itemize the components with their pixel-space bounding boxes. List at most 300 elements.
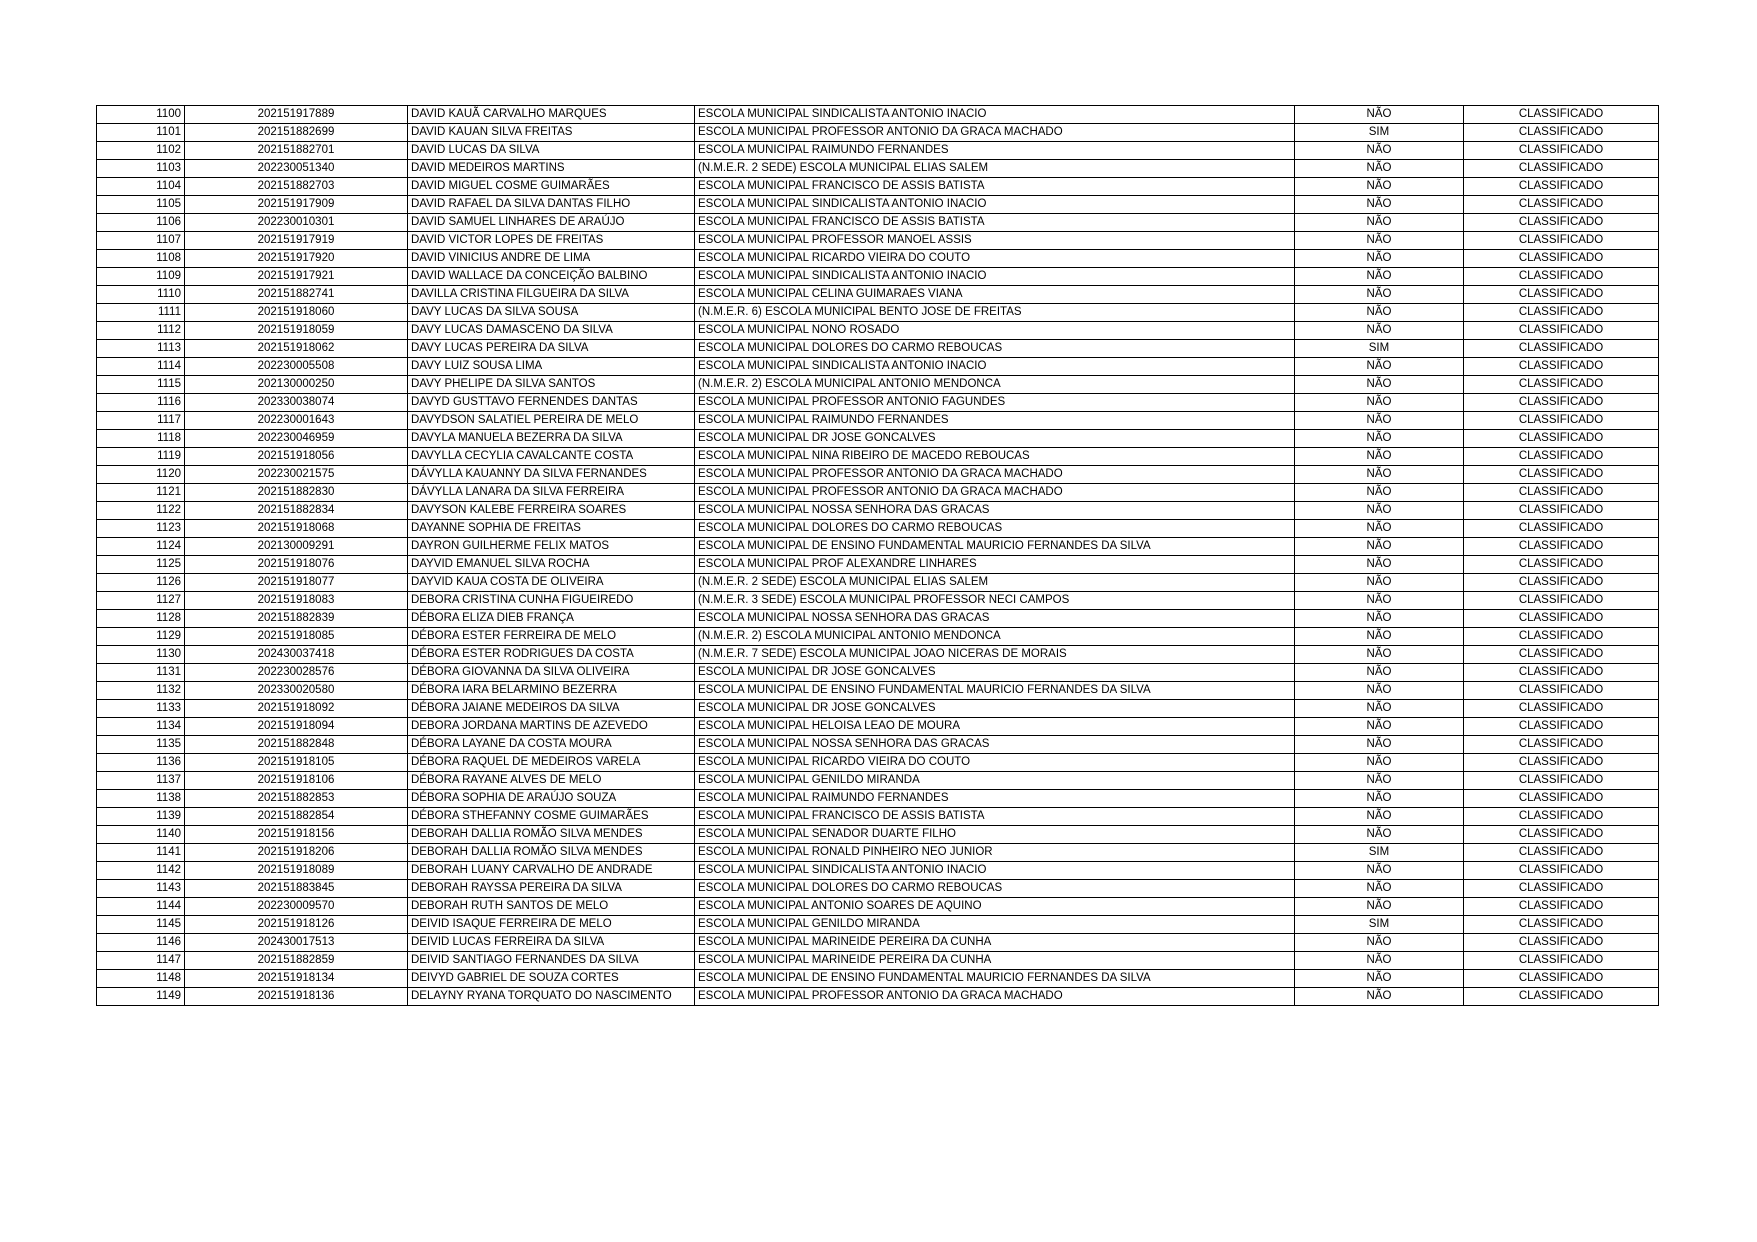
cell-nome: DAVID WALLACE DA CONCEIÇÃO BALBINO [408, 268, 695, 286]
cell-cota: NÃO [1295, 214, 1464, 232]
cell-nome: DAVY LUCAS DAMASCENO DA SILVA [408, 322, 695, 340]
cell-escola: ESCOLA MUNICIPAL DE ENSINO FUNDAMENTAL MAURICIO FERNANDES DA SILVA [695, 538, 1295, 556]
cell-cota: NÃO [1295, 556, 1464, 574]
cell-inscricao: 202151917920 [185, 250, 408, 268]
cell-cota: NÃO [1295, 754, 1464, 772]
cell-sequence: 1112 [97, 322, 185, 340]
table-row [97, 160, 1659, 178]
cell-nome: DAVID SAMUEL LINHARES DE ARAÚJO [408, 214, 695, 232]
cell-situacao: CLASSIFICADO [1464, 610, 1659, 628]
cell-inscricao: 202151918106 [185, 772, 408, 790]
cell-cota: NÃO [1295, 952, 1464, 970]
cell-situacao: CLASSIFICADO [1464, 448, 1659, 466]
cell-cota: NÃO [1295, 160, 1464, 178]
cell-escola: (N.M.E.R. 6) ESCOLA MUNICIPAL BENTO JOSE DE FREITAS [695, 304, 1295, 322]
table-row [97, 610, 1659, 628]
cell-inscricao: 202151918206 [185, 844, 408, 862]
cell-cota: NÃO [1295, 412, 1464, 430]
cell-nome: DÁVYLLA LANARA DA SILVA FERREIRA [408, 484, 695, 502]
cell-cota: NÃO [1295, 862, 1464, 880]
cell-nome: DAVID KAUAN SILVA FREITAS [408, 124, 695, 142]
cell-inscricao: 202151918068 [185, 520, 408, 538]
cell-escola: ESCOLA MUNICIPAL RAIMUNDO FERNANDES [695, 412, 1295, 430]
cell-escola: (N.M.E.R. 2 SEDE) ESCOLA MUNICIPAL ELIAS SALEM [695, 574, 1295, 592]
cell-inscricao: 202130009291 [185, 538, 408, 556]
cell-sequence: 1135 [97, 736, 185, 754]
cell-inscricao: 202230028576 [185, 664, 408, 682]
cell-situacao: CLASSIFICADO [1464, 952, 1659, 970]
table-row [97, 574, 1659, 592]
cell-sequence: 1111 [97, 304, 185, 322]
cell-nome: DEBORAH RUTH SANTOS DE MELO [408, 898, 695, 916]
table-row [97, 682, 1659, 700]
listing-table-container [96, 105, 1658, 1006]
cell-escola: ESCOLA MUNICIPAL PROFESSOR ANTONIO DA GRACA MACHADO [695, 466, 1295, 484]
cell-sequence: 1131 [97, 664, 185, 682]
cell-escola: ESCOLA MUNICIPAL PROF ALEXANDRE LINHARES [695, 556, 1295, 574]
cell-nome: DAVYLLA CECYLIA CAVALCANTE COSTA [408, 448, 695, 466]
cell-sequence: 1118 [97, 430, 185, 448]
cell-escola: ESCOLA MUNICIPAL SENADOR DUARTE FILHO [695, 826, 1295, 844]
table-row [97, 988, 1659, 1006]
cell-nome: DEIVID ISAQUE FERREIRA DE MELO [408, 916, 695, 934]
cell-cota: SIM [1295, 916, 1464, 934]
table-row [97, 808, 1659, 826]
cell-escola: ESCOLA MUNICIPAL DR JOSE GONCALVES [695, 430, 1295, 448]
cell-escola: ESCOLA MUNICIPAL MARINEIDE PEREIRA DA CUNHA [695, 934, 1295, 952]
cell-nome: DAVID KAUÃ CARVALHO MARQUES [408, 106, 695, 124]
cell-nome: DEIVID LUCAS FERREIRA DA SILVA [408, 934, 695, 952]
cell-escola: ESCOLA MUNICIPAL NOSSA SENHORA DAS GRACAS [695, 736, 1295, 754]
cell-situacao: CLASSIFICADO [1464, 196, 1659, 214]
cell-situacao: CLASSIFICADO [1464, 340, 1659, 358]
cell-nome: DEBORA JORDANA MARTINS DE AZEVEDO [408, 718, 695, 736]
cell-nome: DAVYD GUSTTAVO FERNENDES DANTAS [408, 394, 695, 412]
cell-situacao: CLASSIFICADO [1464, 880, 1659, 898]
cell-situacao: CLASSIFICADO [1464, 430, 1659, 448]
cell-inscricao: 202230051340 [185, 160, 408, 178]
cell-inscricao: 202330038074 [185, 394, 408, 412]
cell-sequence: 1127 [97, 592, 185, 610]
cell-situacao: CLASSIFICADO [1464, 916, 1659, 934]
cell-nome: DAVILLA CRISTINA FILGUEIRA DA SILVA [408, 286, 695, 304]
cell-inscricao: 202230046959 [185, 430, 408, 448]
cell-situacao: CLASSIFICADO [1464, 484, 1659, 502]
cell-nome: DAYVID EMANUEL SILVA ROCHA [408, 556, 695, 574]
cell-situacao: CLASSIFICADO [1464, 232, 1659, 250]
cell-inscricao: 202151882848 [185, 736, 408, 754]
cell-nome: DAVID RAFAEL DA SILVA DANTAS FILHO [408, 196, 695, 214]
cell-sequence: 1104 [97, 178, 185, 196]
cell-situacao: CLASSIFICADO [1464, 394, 1659, 412]
cell-escola: ESCOLA MUNICIPAL DE ENSINO FUNDAMENTAL MAURICIO FERNANDES DA SILVA [695, 682, 1295, 700]
cell-cota: NÃO [1295, 610, 1464, 628]
classification-table [96, 105, 1659, 1006]
cell-inscricao: 202151918059 [185, 322, 408, 340]
table-row [97, 394, 1659, 412]
cell-situacao: CLASSIFICADO [1464, 826, 1659, 844]
cell-situacao: CLASSIFICADO [1464, 682, 1659, 700]
cell-nome: DÉBORA ELIZA DIEB FRANÇA [408, 610, 695, 628]
cell-inscricao: 202330020580 [185, 682, 408, 700]
table-row [97, 952, 1659, 970]
cell-cota: NÃO [1295, 502, 1464, 520]
cell-escola: ESCOLA MUNICIPAL NOSSA SENHORA DAS GRACAS [695, 610, 1295, 628]
cell-inscricao: 202230021575 [185, 466, 408, 484]
cell-sequence: 1125 [97, 556, 185, 574]
cell-cota: NÃO [1295, 232, 1464, 250]
cell-cota: NÃO [1295, 664, 1464, 682]
cell-escola: ESCOLA MUNICIPAL PROFESSOR ANTONIO FAGUNDES [695, 394, 1295, 412]
cell-inscricao: 202151918105 [185, 754, 408, 772]
cell-inscricao: 202151882834 [185, 502, 408, 520]
cell-sequence: 1124 [97, 538, 185, 556]
cell-situacao: CLASSIFICADO [1464, 664, 1659, 682]
cell-sequence: 1138 [97, 790, 185, 808]
table-row [97, 142, 1659, 160]
table-row [97, 592, 1659, 610]
cell-escola: ESCOLA MUNICIPAL DOLORES DO CARMO REBOUCAS [695, 880, 1295, 898]
cell-inscricao: 202151918085 [185, 628, 408, 646]
cell-situacao: CLASSIFICADO [1464, 790, 1659, 808]
cell-escola: ESCOLA MUNICIPAL GENILDO MIRANDA [695, 772, 1295, 790]
cell-nome: DAVID VINICIUS ANDRE DE LIMA [408, 250, 695, 268]
cell-inscricao: 202130000250 [185, 376, 408, 394]
cell-escola: ESCOLA MUNICIPAL RICARDO VIEIRA DO COUTO [695, 754, 1295, 772]
table-row [97, 448, 1659, 466]
cell-cota: NÃO [1295, 178, 1464, 196]
table-row [97, 700, 1659, 718]
cell-sequence: 1110 [97, 286, 185, 304]
cell-sequence: 1141 [97, 844, 185, 862]
cell-sequence: 1106 [97, 214, 185, 232]
cell-escola: (N.M.E.R. 2 SEDE) ESCOLA MUNICIPAL ELIAS SALEM [695, 160, 1295, 178]
cell-nome: DEIVID SANTIAGO FERNANDES DA SILVA [408, 952, 695, 970]
table-row [97, 880, 1659, 898]
cell-sequence: 1136 [97, 754, 185, 772]
cell-nome: DÉBORA ESTER RODRIGUES DA COSTA [408, 646, 695, 664]
cell-cota: NÃO [1295, 268, 1464, 286]
cell-cota: NÃO [1295, 484, 1464, 502]
cell-escola: ESCOLA MUNICIPAL DOLORES DO CARMO REBOUCAS [695, 520, 1295, 538]
cell-inscricao: 202151918126 [185, 916, 408, 934]
cell-escola: ESCOLA MUNICIPAL SINDICALISTA ANTONIO INACIO [695, 862, 1295, 880]
cell-sequence: 1103 [97, 160, 185, 178]
cell-inscricao: 202151918136 [185, 988, 408, 1006]
cell-cota: NÃO [1295, 826, 1464, 844]
cell-nome: DÉBORA ESTER FERREIRA DE MELO [408, 628, 695, 646]
cell-cota: NÃO [1295, 700, 1464, 718]
cell-sequence: 1116 [97, 394, 185, 412]
table-row [97, 520, 1659, 538]
cell-situacao: CLASSIFICADO [1464, 862, 1659, 880]
table-row [97, 124, 1659, 142]
cell-escola: ESCOLA MUNICIPAL PROFESSOR ANTONIO DA GRACA MACHADO [695, 124, 1295, 142]
cell-inscricao: 202230009570 [185, 898, 408, 916]
cell-situacao: CLASSIFICADO [1464, 106, 1659, 124]
cell-sequence: 1121 [97, 484, 185, 502]
cell-situacao: CLASSIFICADO [1464, 592, 1659, 610]
cell-escola: (N.M.E.R. 3 SEDE) ESCOLA MUNICIPAL PROFESSOR NECI CAMPOS [695, 592, 1295, 610]
cell-cota: NÃO [1295, 250, 1464, 268]
cell-situacao: CLASSIFICADO [1464, 466, 1659, 484]
cell-escola: ESCOLA MUNICIPAL GENILDO MIRANDA [695, 916, 1295, 934]
cell-inscricao: 202151882741 [185, 286, 408, 304]
cell-inscricao: 202151917921 [185, 268, 408, 286]
cell-sequence: 1100 [97, 106, 185, 124]
cell-nome: DEBORA CRISTINA CUNHA FIGUEIREDO [408, 592, 695, 610]
cell-situacao: CLASSIFICADO [1464, 646, 1659, 664]
cell-cota: SIM [1295, 844, 1464, 862]
table-body [97, 106, 1659, 1006]
cell-sequence: 1130 [97, 646, 185, 664]
cell-sequence: 1119 [97, 448, 185, 466]
cell-sequence: 1122 [97, 502, 185, 520]
cell-inscricao: 202151883845 [185, 880, 408, 898]
table-row [97, 484, 1659, 502]
cell-situacao: CLASSIFICADO [1464, 286, 1659, 304]
cell-inscricao: 202230005508 [185, 358, 408, 376]
table-row [97, 772, 1659, 790]
cell-nome: DÉBORA JAIANE MEDEIROS DA SILVA [408, 700, 695, 718]
table-row [97, 826, 1659, 844]
cell-sequence: 1144 [97, 898, 185, 916]
table-row [97, 862, 1659, 880]
cell-inscricao: 202151918134 [185, 970, 408, 988]
table-row [97, 538, 1659, 556]
cell-inscricao: 202151918156 [185, 826, 408, 844]
cell-sequence: 1147 [97, 952, 185, 970]
table-row [97, 916, 1659, 934]
cell-inscricao: 202230010301 [185, 214, 408, 232]
cell-situacao: CLASSIFICADO [1464, 718, 1659, 736]
cell-sequence: 1146 [97, 934, 185, 952]
cell-sequence: 1145 [97, 916, 185, 934]
cell-inscricao: 202230001643 [185, 412, 408, 430]
cell-nome: DAVID LUCAS DA SILVA [408, 142, 695, 160]
cell-sequence: 1102 [97, 142, 185, 160]
cell-sequence: 1133 [97, 700, 185, 718]
cell-escola: ESCOLA MUNICIPAL PROFESSOR MANOEL ASSIS [695, 232, 1295, 250]
cell-sequence: 1108 [97, 250, 185, 268]
table-row [97, 268, 1659, 286]
table-row [97, 736, 1659, 754]
cell-escola: ESCOLA MUNICIPAL PROFESSOR ANTONIO DA GRACA MACHADO [695, 988, 1295, 1006]
cell-escola: ESCOLA MUNICIPAL MARINEIDE PEREIRA DA CUNHA [695, 952, 1295, 970]
cell-cota: NÃO [1295, 142, 1464, 160]
cell-escola: ESCOLA MUNICIPAL DE ENSINO FUNDAMENTAL MAURICIO FERNANDES DA SILVA [695, 970, 1295, 988]
cell-sequence: 1107 [97, 232, 185, 250]
table-row [97, 556, 1659, 574]
table-row [97, 214, 1659, 232]
cell-nome: DAVYLA MANUELA BEZERRA DA SILVA [408, 430, 695, 448]
cell-inscricao: 202151917889 [185, 106, 408, 124]
cell-situacao: CLASSIFICADO [1464, 142, 1659, 160]
cell-situacao: CLASSIFICADO [1464, 358, 1659, 376]
cell-nome: DELAYNY RYANA TORQUATO DO NASCIMENTO [408, 988, 695, 1006]
cell-sequence: 1115 [97, 376, 185, 394]
cell-inscricao: 202430037418 [185, 646, 408, 664]
table-row [97, 628, 1659, 646]
table-row [97, 250, 1659, 268]
cell-situacao: CLASSIFICADO [1464, 538, 1659, 556]
cell-sequence: 1143 [97, 880, 185, 898]
cell-cota: NÃO [1295, 736, 1464, 754]
table-row [97, 718, 1659, 736]
cell-cota: NÃO [1295, 376, 1464, 394]
cell-situacao: CLASSIFICADO [1464, 322, 1659, 340]
cell-cota: NÃO [1295, 970, 1464, 988]
cell-cota: SIM [1295, 124, 1464, 142]
cell-sequence: 1109 [97, 268, 185, 286]
cell-nome: DEBORAH DALLIA ROMÃO SILVA MENDES [408, 844, 695, 862]
cell-cota: SIM [1295, 340, 1464, 358]
cell-cota: NÃO [1295, 646, 1464, 664]
cell-situacao: CLASSIFICADO [1464, 934, 1659, 952]
cell-situacao: CLASSIFICADO [1464, 970, 1659, 988]
table-row [97, 934, 1659, 952]
cell-cota: NÃO [1295, 682, 1464, 700]
cell-nome: DÉBORA RAYANE ALVES DE MELO [408, 772, 695, 790]
cell-inscricao: 202151882701 [185, 142, 408, 160]
table-row [97, 970, 1659, 988]
cell-nome: DAYANNE SOPHIA DE FREITAS [408, 520, 695, 538]
cell-sequence: 1134 [97, 718, 185, 736]
cell-escola: ESCOLA MUNICIPAL NINA RIBEIRO DE MACEDO REBOUCAS [695, 448, 1295, 466]
cell-situacao: CLASSIFICADO [1464, 844, 1659, 862]
table-row [97, 178, 1659, 196]
table-row [97, 304, 1659, 322]
cell-nome: DAVY LUCAS PEREIRA DA SILVA [408, 340, 695, 358]
cell-inscricao: 202151918056 [185, 448, 408, 466]
cell-nome: DÉBORA STHEFANNY COSME GUIMARÃES [408, 808, 695, 826]
cell-cota: NÃO [1295, 988, 1464, 1006]
cell-cota: NÃO [1295, 394, 1464, 412]
cell-sequence: 1126 [97, 574, 185, 592]
cell-nome: DAVID MEDEIROS MARTINS [408, 160, 695, 178]
cell-situacao: CLASSIFICADO [1464, 988, 1659, 1006]
table-row [97, 358, 1659, 376]
cell-escola: ESCOLA MUNICIPAL SINDICALISTA ANTONIO INACIO [695, 196, 1295, 214]
cell-nome: DEBORAH RAYSSA PEREIRA DA SILVA [408, 880, 695, 898]
cell-cota: NÃO [1295, 898, 1464, 916]
cell-cota: NÃO [1295, 448, 1464, 466]
table-row [97, 322, 1659, 340]
cell-situacao: CLASSIFICADO [1464, 178, 1659, 196]
table-row [97, 232, 1659, 250]
cell-inscricao: 202151882699 [185, 124, 408, 142]
cell-situacao: CLASSIFICADO [1464, 412, 1659, 430]
cell-nome: DÉBORA SOPHIA DE ARAÚJO SOUZA [408, 790, 695, 808]
cell-situacao: CLASSIFICADO [1464, 520, 1659, 538]
cell-escola: ESCOLA MUNICIPAL RAIMUNDO FERNANDES [695, 142, 1295, 160]
cell-situacao: CLASSIFICADO [1464, 214, 1659, 232]
cell-cota: NÃO [1295, 538, 1464, 556]
cell-inscricao: 202430017513 [185, 934, 408, 952]
table-row [97, 286, 1659, 304]
cell-escola: ESCOLA MUNICIPAL RICARDO VIEIRA DO COUTO [695, 250, 1295, 268]
cell-escola: ESCOLA MUNICIPAL NONO ROSADO [695, 322, 1295, 340]
table-row [97, 898, 1659, 916]
cell-sequence: 1132 [97, 682, 185, 700]
cell-nome: DÉBORA LAYANE DA COSTA MOURA [408, 736, 695, 754]
cell-sequence: 1137 [97, 772, 185, 790]
cell-sequence: 1148 [97, 970, 185, 988]
cell-inscricao: 202151882703 [185, 178, 408, 196]
cell-cota: NÃO [1295, 628, 1464, 646]
cell-nome: DAVYSON KALEBE FERREIRA SOARES [408, 502, 695, 520]
cell-inscricao: 202151918062 [185, 340, 408, 358]
cell-cota: NÃO [1295, 286, 1464, 304]
cell-situacao: CLASSIFICADO [1464, 898, 1659, 916]
cell-situacao: CLASSIFICADO [1464, 250, 1659, 268]
cell-sequence: 1139 [97, 808, 185, 826]
cell-escola: (N.M.E.R. 2) ESCOLA MUNICIPAL ANTONIO MENDONCA [695, 628, 1295, 646]
cell-sequence: 1142 [97, 862, 185, 880]
table-row [97, 646, 1659, 664]
cell-inscricao: 202151918092 [185, 700, 408, 718]
cell-cota: NÃO [1295, 574, 1464, 592]
cell-cota: NÃO [1295, 322, 1464, 340]
cell-cota: NÃO [1295, 790, 1464, 808]
table-row [97, 664, 1659, 682]
table-row [97, 790, 1659, 808]
cell-escola: ESCOLA MUNICIPAL NOSSA SENHORA DAS GRACAS [695, 502, 1295, 520]
cell-cota: NÃO [1295, 520, 1464, 538]
cell-nome: DAVID MIGUEL COSME GUIMARÃES [408, 178, 695, 196]
cell-cota: NÃO [1295, 772, 1464, 790]
cell-sequence: 1120 [97, 466, 185, 484]
cell-sequence: 1140 [97, 826, 185, 844]
cell-nome: DAVYDSON SALATIEL PEREIRA DE MELO [408, 412, 695, 430]
cell-inscricao: 202151882854 [185, 808, 408, 826]
cell-escola: ESCOLA MUNICIPAL PROFESSOR ANTONIO DA GRACA MACHADO [695, 484, 1295, 502]
table-row [97, 340, 1659, 358]
cell-cota: NÃO [1295, 880, 1464, 898]
cell-escola: ESCOLA MUNICIPAL FRANCISCO DE ASSIS BATISTA [695, 808, 1295, 826]
cell-situacao: CLASSIFICADO [1464, 124, 1659, 142]
cell-situacao: CLASSIFICADO [1464, 808, 1659, 826]
cell-cota: NÃO [1295, 592, 1464, 610]
cell-situacao: CLASSIFICADO [1464, 628, 1659, 646]
table-row [97, 466, 1659, 484]
cell-situacao: CLASSIFICADO [1464, 772, 1659, 790]
cell-escola: ESCOLA MUNICIPAL DR JOSE GONCALVES [695, 700, 1295, 718]
table-row [97, 196, 1659, 214]
cell-sequence: 1105 [97, 196, 185, 214]
table-row [97, 412, 1659, 430]
cell-escola: ESCOLA MUNICIPAL HELOISA LEAO DE MOURA [695, 718, 1295, 736]
cell-escola: (N.M.E.R. 7 SEDE) ESCOLA MUNICIPAL JOAO NICERAS DE MORAIS [695, 646, 1295, 664]
cell-situacao: CLASSIFICADO [1464, 700, 1659, 718]
cell-escola: ESCOLA MUNICIPAL DR JOSE GONCALVES [695, 664, 1295, 682]
table-row [97, 106, 1659, 124]
table-row [97, 754, 1659, 772]
cell-inscricao: 202151918077 [185, 574, 408, 592]
cell-cota: NÃO [1295, 808, 1464, 826]
table-row [97, 430, 1659, 448]
cell-situacao: CLASSIFICADO [1464, 160, 1659, 178]
cell-inscricao: 202151882859 [185, 952, 408, 970]
cell-sequence: 1123 [97, 520, 185, 538]
cell-nome: DÉBORA GIOVANNA DA SILVA OLIVEIRA [408, 664, 695, 682]
cell-inscricao: 202151917919 [185, 232, 408, 250]
cell-cota: NÃO [1295, 304, 1464, 322]
cell-situacao: CLASSIFICADO [1464, 268, 1659, 286]
cell-escola: ESCOLA MUNICIPAL RONALD PINHEIRO NEO JUNIOR [695, 844, 1295, 862]
cell-cota: NÃO [1295, 718, 1464, 736]
cell-sequence: 1129 [97, 628, 185, 646]
